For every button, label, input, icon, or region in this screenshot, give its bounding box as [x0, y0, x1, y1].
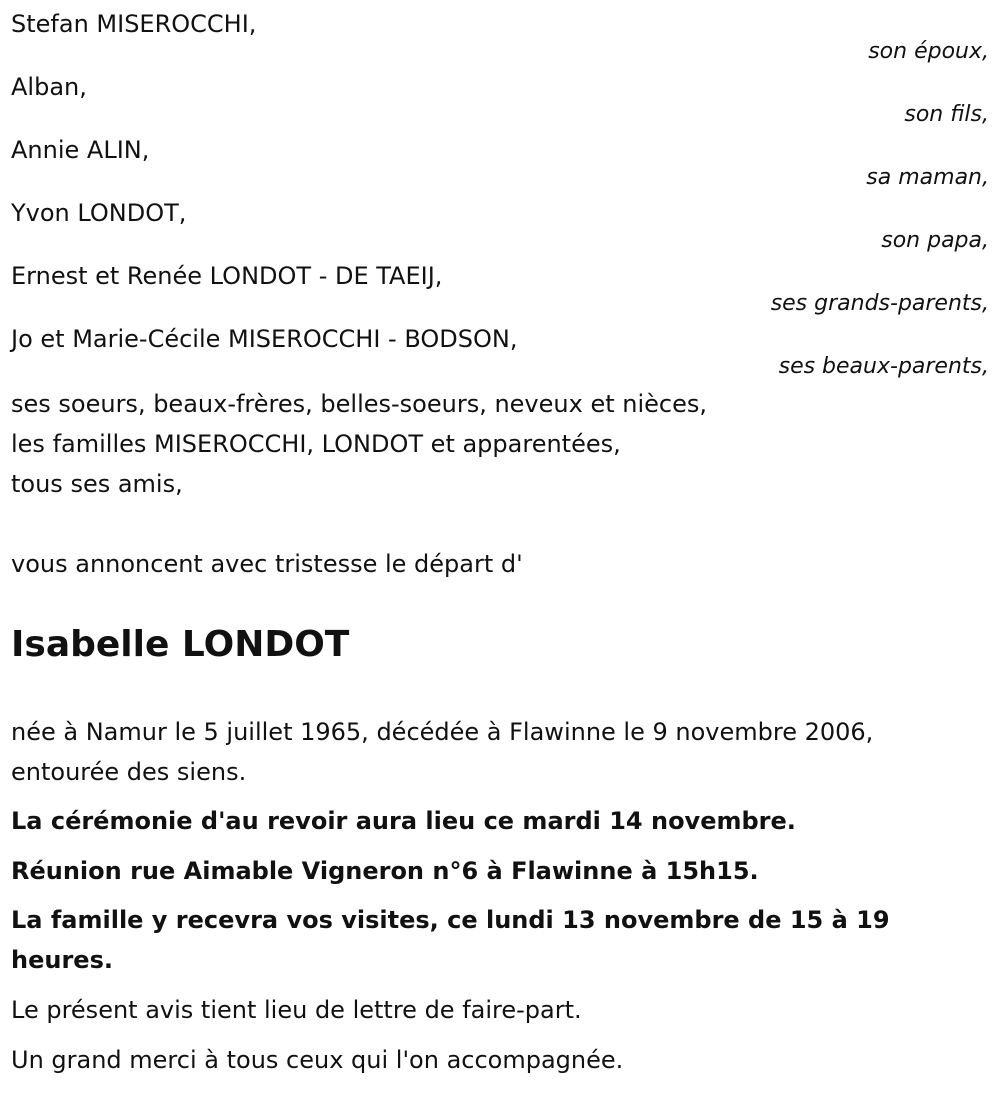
meeting-info: Réunion rue Aimable Vigneron n°6 à Flawinne à 15h15. — [11, 857, 759, 885]
family-member-name: Yvon LONDOT, — [11, 199, 187, 227]
others-line-friends: tous ses amis, — [11, 470, 183, 498]
family-member-relation: son époux, — [868, 39, 989, 64]
thanks-text: Un grand merci à tous ceux qui l'on accompagnée. — [11, 1046, 624, 1074]
family-entry-grandparents — [0, 260, 1000, 320]
family-member-relation: ses beaux-parents, — [778, 354, 989, 379]
visits-info: La famille y recevra vos visites, ce lundi 13 novembre de 15 à 19 heures. — [11, 906, 890, 974]
family-member-relation: son papa, — [881, 228, 989, 253]
family-member-name: Alban, — [11, 73, 87, 101]
family-entry-father — [0, 197, 1000, 257]
family-member-name: Jo et Marie-Cécile MISEROCCHI - BODSON, — [11, 325, 518, 353]
birth-death-line-2: entourée des siens. — [11, 758, 247, 786]
family-entry-mother — [0, 134, 1000, 194]
others-line-families: les familles MISEROCCHI, LONDOT et apparentées, — [11, 430, 621, 458]
family-member-relation: sa maman, — [866, 165, 989, 190]
family-entry-parents-in-law — [0, 323, 1000, 383]
family-member-relation: son fils, — [904, 102, 989, 127]
ceremony-info: La cérémonie d'au revoir aura lieu ce mardi 14 novembre. — [11, 807, 796, 835]
family-entry-spouse — [0, 8, 1000, 68]
family-entry-son — [0, 71, 1000, 131]
family-member-name: Ernest et Renée LONDOT - DE TAEIJ, — [11, 262, 443, 290]
announcement-text: vous annoncent avec tristesse le départ d' — [11, 550, 523, 578]
notice-text: Le présent avis tient lieu de lettre de faire-part. — [11, 996, 582, 1024]
others-line-siblings: ses soeurs, beaux-frères, belles-soeurs, neveux et nièces, — [11, 390, 707, 418]
family-member-relation: ses grands-parents, — [770, 291, 989, 316]
deceased-name: Isabelle LONDOT — [11, 624, 350, 665]
birth-death-line-1: née à Namur le 5 juillet 1965, décédée à Flawinne le 9 novembre 2006, — [11, 718, 874, 746]
family-member-name: Stefan MISEROCCHI, — [11, 10, 257, 38]
family-member-name: Annie ALIN, — [11, 136, 150, 164]
